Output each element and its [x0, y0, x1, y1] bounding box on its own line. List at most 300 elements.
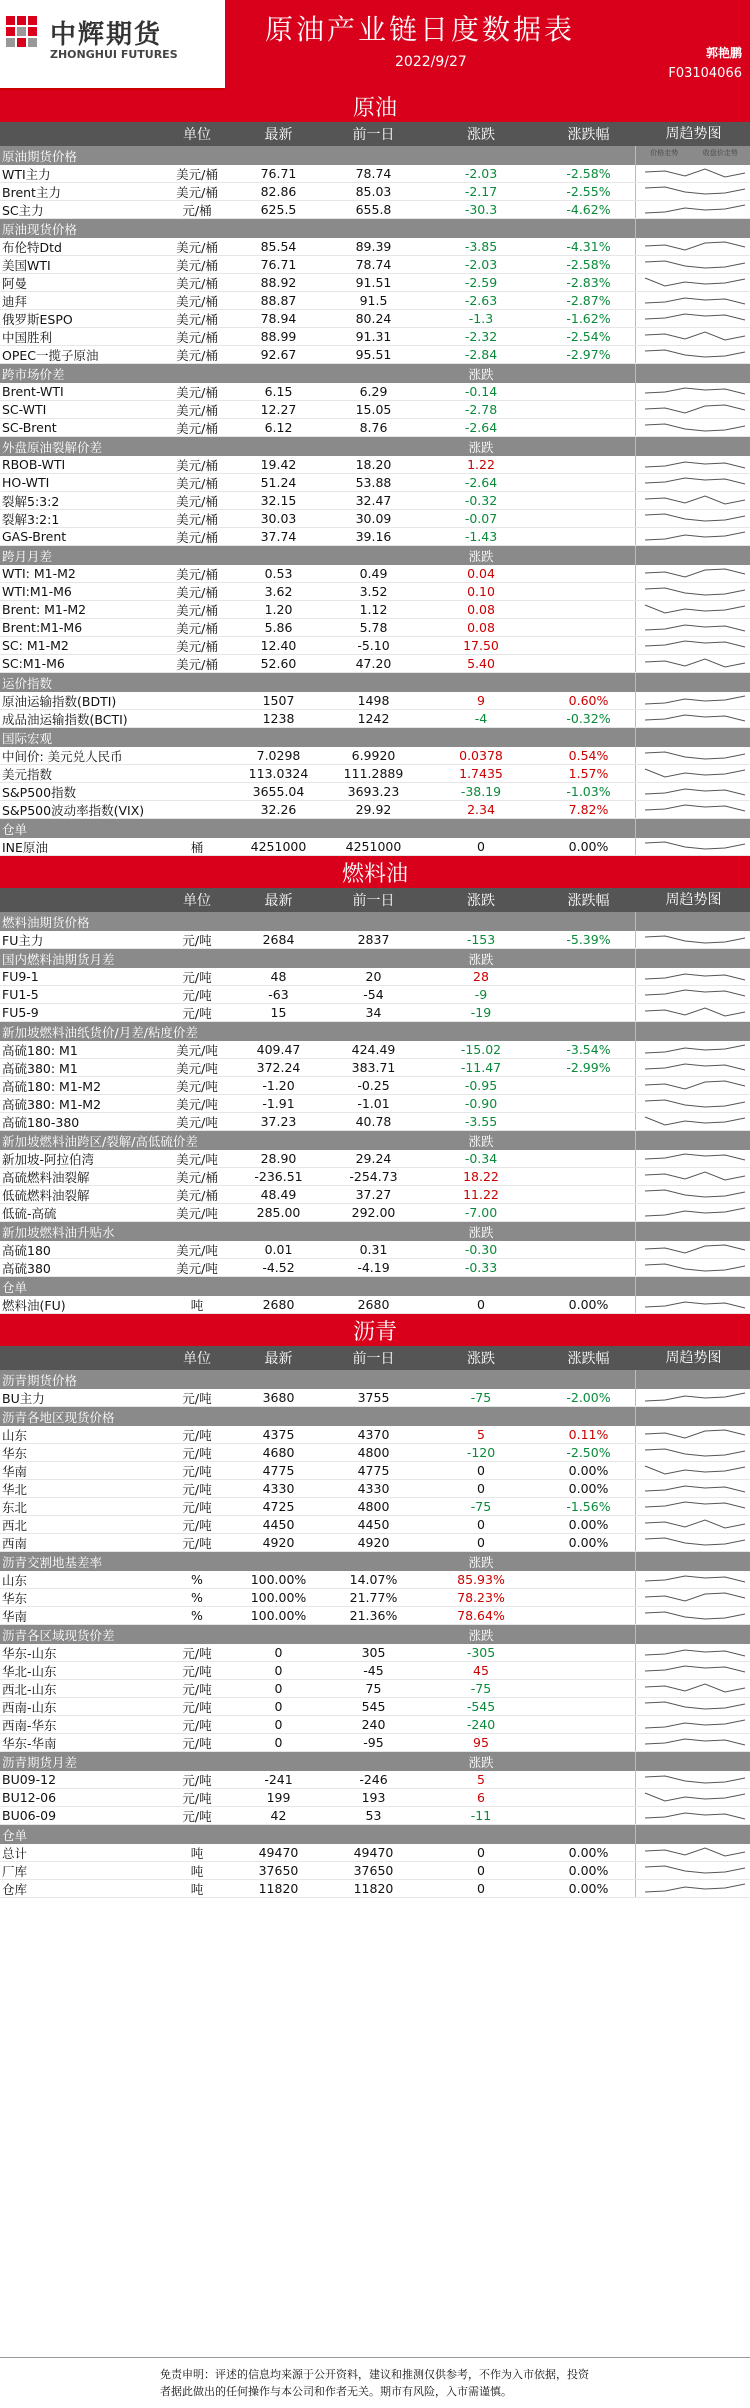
row-name: 西北: [2, 1517, 28, 1533]
group-title: 原油期货价格: [2, 148, 78, 164]
row-prev: 78.74: [355, 257, 392, 272]
row-change-pct: 0.00%: [568, 1881, 609, 1896]
table-row: [0, 619, 750, 637]
table-row: [0, 1041, 750, 1059]
row-change: -1.43: [464, 529, 498, 544]
row-latest: 37.23: [260, 1114, 297, 1129]
row-unit: 吨: [190, 1845, 204, 1861]
row-change: 85.93%: [457, 1572, 505, 1587]
row-prev: 89.39: [355, 239, 392, 254]
row-name: 华南: [2, 1463, 28, 1479]
row-prev: 91.51: [355, 275, 392, 290]
row-change: 6: [477, 1790, 485, 1805]
weekly-trend-sparkline: [641, 1845, 749, 1859]
group-title: 国际宏观: [2, 730, 53, 746]
row-unit: 美元/桶: [176, 311, 218, 327]
row-trend: [635, 528, 750, 545]
row-trend: [635, 1426, 750, 1443]
row-change-pct: 0.00%: [568, 1535, 609, 1550]
row-change-pct: 0.00%: [568, 1297, 609, 1312]
column-header-chg-col: 涨跌: [467, 893, 495, 909]
row-trend: [635, 801, 750, 818]
row-prev: 0.49: [359, 566, 388, 581]
group-title: 沥青期货价格: [2, 1372, 78, 1388]
row-trend: [635, 1186, 750, 1203]
row-change-pct: -2.97%: [566, 347, 611, 362]
row-trend: [635, 201, 750, 218]
row-change: 0: [477, 1297, 485, 1312]
row-change: -0.30: [464, 1242, 498, 1257]
row-change: 0.08: [467, 602, 495, 617]
row-unit: 元/吨: [182, 1735, 212, 1751]
weekly-trend-sparkline: [641, 1078, 749, 1092]
row-trend: [635, 1534, 750, 1551]
row-trend: [635, 1296, 750, 1313]
row-latest: 0: [274, 1663, 283, 1678]
row-change: 0: [477, 1481, 485, 1496]
row-unit: 美元/吨: [176, 1260, 218, 1276]
row-change: -0.34: [464, 1151, 498, 1166]
row-name: 裂解3:2:1: [2, 511, 60, 527]
row-change-pct: -2.99%: [566, 1060, 611, 1075]
row-prev: -95: [363, 1735, 384, 1750]
table-row: [0, 474, 750, 492]
row-prev: 78.74: [355, 166, 392, 181]
row-name: 高硫380: [2, 1260, 51, 1276]
row-change: 5.40: [467, 656, 495, 671]
table-row: [0, 1168, 750, 1186]
group-header: [0, 1222, 750, 1241]
weekly-trend-sparkline: [641, 784, 749, 798]
group-title: 新加坡燃料油升贴水: [2, 1224, 115, 1240]
row-change: 78.64%: [457, 1608, 505, 1623]
row-latest: 199: [266, 1790, 291, 1805]
row-change-pct: 0.00%: [568, 1463, 609, 1478]
table-row: [0, 1059, 750, 1077]
trend-sub-label: [635, 146, 750, 165]
row-name: 高硫180: M1-M2: [2, 1078, 102, 1094]
row-trend: [635, 1498, 750, 1515]
row-name: Brent主力: [2, 184, 61, 200]
row-change: -0.90: [464, 1096, 498, 1111]
row-latest: 409.47: [256, 1042, 301, 1057]
row-change: 45: [473, 1663, 489, 1678]
weekly-trend-sparkline: [641, 602, 749, 616]
row-prev: 240: [361, 1717, 386, 1732]
table-row: [0, 765, 750, 783]
row-trend: [635, 1204, 750, 1221]
table-row: [0, 201, 750, 219]
table-row: [0, 419, 750, 437]
table-row: [0, 1259, 750, 1277]
table-row: [0, 1789, 750, 1807]
row-prev: 29.92: [355, 802, 392, 817]
row-name: FU1-5: [2, 987, 39, 1002]
group-title: 新加坡燃料油跨区/裂解/高低硫价差: [2, 1133, 198, 1149]
row-trend: [635, 1059, 750, 1076]
column-header-row: [0, 122, 750, 146]
row-name: S&P500波动率指数(VIX): [2, 802, 145, 818]
trend-sub-label: [635, 1625, 750, 1644]
row-trend: [635, 931, 750, 948]
row-prev: 193: [361, 1790, 386, 1805]
row-prev: -246: [359, 1772, 388, 1787]
weekly-trend-sparkline: [641, 1242, 749, 1256]
weekly-trend-sparkline: [641, 1390, 749, 1404]
trend-sub-label: [635, 546, 750, 565]
row-unit: 美元/吨: [176, 1042, 218, 1058]
row-latest: 82.86: [260, 184, 297, 199]
row-name: 阿曼: [2, 275, 28, 291]
table-row: [0, 456, 750, 474]
row-unit: 元/吨: [182, 1790, 212, 1806]
row-latest: 4330: [262, 1481, 295, 1496]
row-change-pct: -2.54%: [566, 329, 611, 344]
group-chg-label: 涨跌: [468, 439, 494, 455]
weekly-trend-sparkline: [641, 1060, 749, 1074]
weekly-trend-sparkline: [641, 584, 749, 598]
row-name: Brent: M1-M2: [2, 602, 87, 617]
row-latest: 12.40: [260, 638, 297, 653]
column-header-row: [0, 1346, 750, 1370]
row-name: RBOB-WTI: [2, 457, 66, 472]
row-unit: 美元/桶: [176, 347, 218, 363]
row-change: -15.02: [460, 1042, 502, 1057]
row-name: S&P500指数: [2, 784, 77, 800]
group-title: 跨月月差: [2, 548, 53, 564]
row-unit: 美元/桶: [176, 184, 218, 200]
table-row: [0, 401, 750, 419]
row-trend: [635, 1789, 750, 1806]
row-latest: 12.27: [260, 402, 297, 417]
row-prev: 292.00: [351, 1205, 396, 1220]
row-unit: 元/吨: [182, 1663, 212, 1679]
row-unit: 美元/吨: [176, 1151, 218, 1167]
row-change-pct: 0.00%: [568, 1863, 609, 1878]
row-latest: 4450: [262, 1517, 295, 1532]
row-unit: 美元/桶: [176, 584, 218, 600]
column-header-chg-col: 涨跌: [467, 1351, 495, 1367]
logo-mark-icon: [6, 16, 46, 56]
row-prev: 85.03: [355, 184, 392, 199]
row-change: 0: [477, 1845, 485, 1860]
row-latest: 42: [270, 1808, 287, 1823]
row-latest: 5.86: [264, 620, 293, 635]
row-latest: 32.15: [260, 493, 297, 508]
row-trend: [635, 1589, 750, 1606]
section-header: 燃料油: [0, 856, 750, 888]
row-latest: -241: [264, 1772, 293, 1787]
weekly-trend-sparkline: [641, 802, 749, 816]
row-trend: [635, 510, 750, 527]
row-change-pct: -2.55%: [566, 184, 611, 199]
row-trend: [635, 328, 750, 345]
row-change: 0.08: [467, 620, 495, 635]
row-change: -1.3: [468, 311, 494, 326]
row-change: 0.10: [467, 584, 495, 599]
row-name: BU主力: [2, 1390, 45, 1406]
weekly-trend-sparkline: [641, 293, 749, 307]
table-row: [0, 1807, 750, 1825]
row-unit: 元/吨: [182, 1535, 212, 1551]
group-title: 外盘原油裂解价差: [2, 439, 103, 455]
row-latest: 4775: [262, 1463, 295, 1478]
row-trend: [635, 1862, 750, 1879]
row-trend: [635, 747, 750, 764]
table-row: [0, 383, 750, 401]
row-trend: [635, 655, 750, 672]
row-unit: 美元/桶: [176, 257, 218, 273]
row-name: Brent:M1-M6: [2, 620, 83, 635]
group-title: 运价指数: [2, 675, 53, 691]
group-chg-label: 涨跌: [468, 1224, 494, 1240]
weekly-trend-sparkline: [641, 202, 749, 216]
row-unit: 美元/桶: [176, 511, 218, 527]
row-name: OPEC一揽子原油: [2, 347, 99, 363]
row-change-pct: -3.54%: [566, 1042, 611, 1057]
group-title: 国内燃料油期货月差: [2, 951, 115, 967]
report-code: F03104066: [668, 66, 742, 81]
table-row: [0, 1150, 750, 1168]
row-unit: 吨: [190, 1863, 204, 1879]
weekly-trend-sparkline: [641, 987, 749, 1001]
row-prev: 30.09: [355, 511, 392, 526]
row-trend: [635, 968, 750, 985]
group-chg-label: 涨跌: [468, 1627, 494, 1643]
row-latest: 11820: [258, 1881, 299, 1896]
row-change: -2.59: [464, 275, 498, 290]
row-latest: 51.24: [260, 475, 297, 490]
column-header-unit-col: 单位: [183, 893, 211, 909]
row-change: 0: [477, 1535, 485, 1550]
row-name: FU主力: [2, 932, 44, 948]
row-trend: [635, 583, 750, 600]
row-change: 0: [477, 1517, 485, 1532]
trend-sub-label: [635, 949, 750, 968]
group-header: [0, 437, 750, 456]
weekly-trend-sparkline: [641, 420, 749, 434]
row-name: SC-Brent: [2, 420, 57, 435]
row-change: 0.04: [467, 566, 495, 581]
row-prev: 4800: [357, 1445, 390, 1460]
row-name: 燃料油(FU): [2, 1297, 66, 1313]
table-row: [0, 1186, 750, 1204]
row-prev: 95.51: [355, 347, 392, 362]
group-header: [0, 728, 750, 747]
row-latest: 78.94: [260, 311, 297, 326]
group-title: 仓单: [2, 1827, 28, 1843]
row-prev: -54: [363, 987, 384, 1002]
table-row: [0, 1844, 750, 1862]
group-chg-label: 涨跌: [468, 1754, 494, 1770]
weekly-trend-sparkline: [641, 1863, 749, 1877]
weekly-trend-sparkline: [641, 1608, 749, 1622]
row-unit: 美元/桶: [176, 293, 218, 309]
weekly-trend-sparkline: [641, 1663, 749, 1677]
row-prev: 49470: [353, 1845, 394, 1860]
row-prev: 21.77%: [349, 1590, 398, 1605]
row-change-pct: -2.50%: [566, 1445, 611, 1460]
column-header-unit-col: 单位: [183, 127, 211, 143]
row-latest: 4725: [262, 1499, 295, 1514]
row-change-pct: -4.31%: [566, 239, 611, 254]
weekly-trend-sparkline: [641, 1808, 749, 1822]
row-name: 华东: [2, 1445, 28, 1461]
row-unit: %: [191, 1590, 203, 1605]
row-change-pct: 0.60%: [568, 693, 609, 708]
row-trend: [635, 1771, 750, 1788]
row-prev: 6.9920: [351, 748, 396, 763]
row-trend: [635, 1077, 750, 1094]
row-trend: [635, 1168, 750, 1185]
weekly-trend-sparkline: [641, 1735, 749, 1749]
row-prev: -254.73: [349, 1169, 398, 1184]
row-trend: [635, 765, 750, 782]
table-row: [0, 655, 750, 673]
table-row: [0, 256, 750, 274]
row-unit: 元/吨: [182, 969, 212, 985]
row-trend: [635, 256, 750, 273]
row-prev: 75: [365, 1681, 382, 1696]
group-title: 燃料油期货价格: [2, 914, 90, 930]
weekly-trend-sparkline: [641, 1114, 749, 1128]
row-unit: 元/吨: [182, 1717, 212, 1733]
row-latest: 0: [274, 1699, 283, 1714]
group-title: 跨市场价差: [2, 366, 65, 382]
weekly-trend-sparkline: [641, 475, 749, 489]
row-latest: 3655.04: [252, 784, 305, 799]
row-name: 俄罗斯ESPO: [2, 311, 73, 327]
row-change: -2.64: [464, 475, 498, 490]
row-name: 华东: [2, 1590, 28, 1606]
row-prev: 111.2889: [343, 766, 404, 781]
row-trend: [635, 783, 750, 800]
row-unit: 美元/桶: [176, 475, 218, 491]
row-change: -75: [470, 1499, 492, 1514]
weekly-trend-sparkline: [641, 1297, 749, 1311]
row-trend: [635, 1041, 750, 1058]
weekly-trend-sparkline: [641, 839, 749, 853]
row-prev: 37.27: [355, 1187, 392, 1202]
row-name: 高硫180: [2, 1242, 51, 1258]
row-unit: 美元/吨: [176, 1096, 218, 1112]
weekly-trend-sparkline: [641, 1260, 749, 1274]
row-unit: 美元/桶: [176, 602, 218, 618]
title-banner: [225, 0, 750, 90]
weekly-trend-sparkline: [641, 493, 749, 507]
row-trend: [635, 986, 750, 1003]
row-name: 中间价: 美元兑人民币: [2, 748, 123, 764]
row-prev: 4251000: [345, 839, 402, 854]
table-row: [0, 692, 750, 710]
row-prev: 3755: [357, 1390, 390, 1405]
table-row: [0, 1534, 750, 1552]
weekly-trend-sparkline: [641, 766, 749, 780]
row-trend: [635, 346, 750, 363]
row-trend: [635, 1113, 750, 1130]
table-row: [0, 292, 750, 310]
column-header-trend-col: 周趋势图: [665, 126, 722, 142]
table-row: [0, 838, 750, 856]
row-latest: -63: [268, 987, 289, 1002]
row-latest: 28.90: [260, 1151, 297, 1166]
row-name: 仓库: [2, 1881, 28, 1897]
group-chg-label: 涨跌: [468, 548, 494, 564]
weekly-trend-sparkline: [641, 257, 749, 271]
table-row: [0, 165, 750, 183]
row-name: 美元指数: [2, 766, 53, 782]
row-latest: 48: [270, 969, 287, 984]
row-latest: 85.54: [260, 239, 297, 254]
row-unit: 元/吨: [182, 1445, 212, 1461]
trend-sub-label: [635, 1022, 750, 1041]
trend-sub-1: 收盘价走势: [702, 149, 738, 157]
row-change-pct: -1.62%: [566, 311, 611, 326]
row-unit: 吨: [190, 1297, 204, 1313]
group-title: 仓单: [2, 821, 28, 837]
row-latest: -1.20: [262, 1078, 295, 1093]
table-row: [0, 1426, 750, 1444]
table-row: [0, 1698, 750, 1716]
row-name: SC主力: [2, 202, 44, 218]
row-change: -2.03: [464, 166, 498, 181]
row-name: 高硫380: M1: [2, 1060, 78, 1076]
row-unit: 美元/桶: [176, 620, 218, 636]
weekly-trend-sparkline: [641, 1535, 749, 1549]
table-row: [0, 637, 750, 655]
weekly-trend-sparkline: [641, 1881, 749, 1895]
table-row: [0, 747, 750, 765]
row-latest: 52.60: [260, 656, 297, 671]
row-unit: 元/吨: [182, 1772, 212, 1788]
row-prev: 39.16: [355, 529, 392, 544]
row-latest: 1507: [262, 693, 295, 708]
table-row: [0, 986, 750, 1004]
row-change-pct: 0.00%: [568, 1845, 609, 1860]
row-latest: 1.20: [264, 602, 293, 617]
group-title: 沥青交割地基差率: [2, 1554, 103, 1570]
weekly-trend-sparkline: [641, 1790, 749, 1804]
row-unit: 元/吨: [182, 1390, 212, 1406]
group-header: [0, 364, 750, 383]
row-unit: 元/吨: [182, 1808, 212, 1824]
row-name: 西南-华东: [2, 1717, 57, 1733]
row-name: 山东: [2, 1427, 28, 1443]
row-change: -11: [470, 1808, 492, 1823]
row-trend: [635, 183, 750, 200]
table-row: [0, 601, 750, 619]
row-prev: 15.05: [355, 402, 392, 417]
row-latest: 15: [270, 1005, 287, 1020]
row-unit: 元/吨: [182, 987, 212, 1003]
row-unit: 美元/桶: [176, 420, 218, 436]
group-header: [0, 1407, 750, 1426]
row-latest: 0: [274, 1717, 283, 1732]
trend-sub-0: 价格走势: [650, 149, 679, 157]
row-change: -2.17: [464, 184, 498, 199]
row-prev: 53: [365, 1808, 382, 1823]
row-unit: 元/吨: [182, 1005, 212, 1021]
row-name: 高硫380: M1-M2: [2, 1096, 102, 1112]
row-latest: 37650: [258, 1863, 299, 1878]
group-header: [0, 912, 750, 931]
row-change: 11.22: [463, 1187, 499, 1202]
row-prev: 80.24: [355, 311, 392, 326]
column-header-latest-col: 最新: [264, 127, 293, 143]
trend-sub-label: [635, 1131, 750, 1150]
row-unit: 元/吨: [182, 1517, 212, 1533]
row-latest: 2684: [262, 932, 295, 947]
